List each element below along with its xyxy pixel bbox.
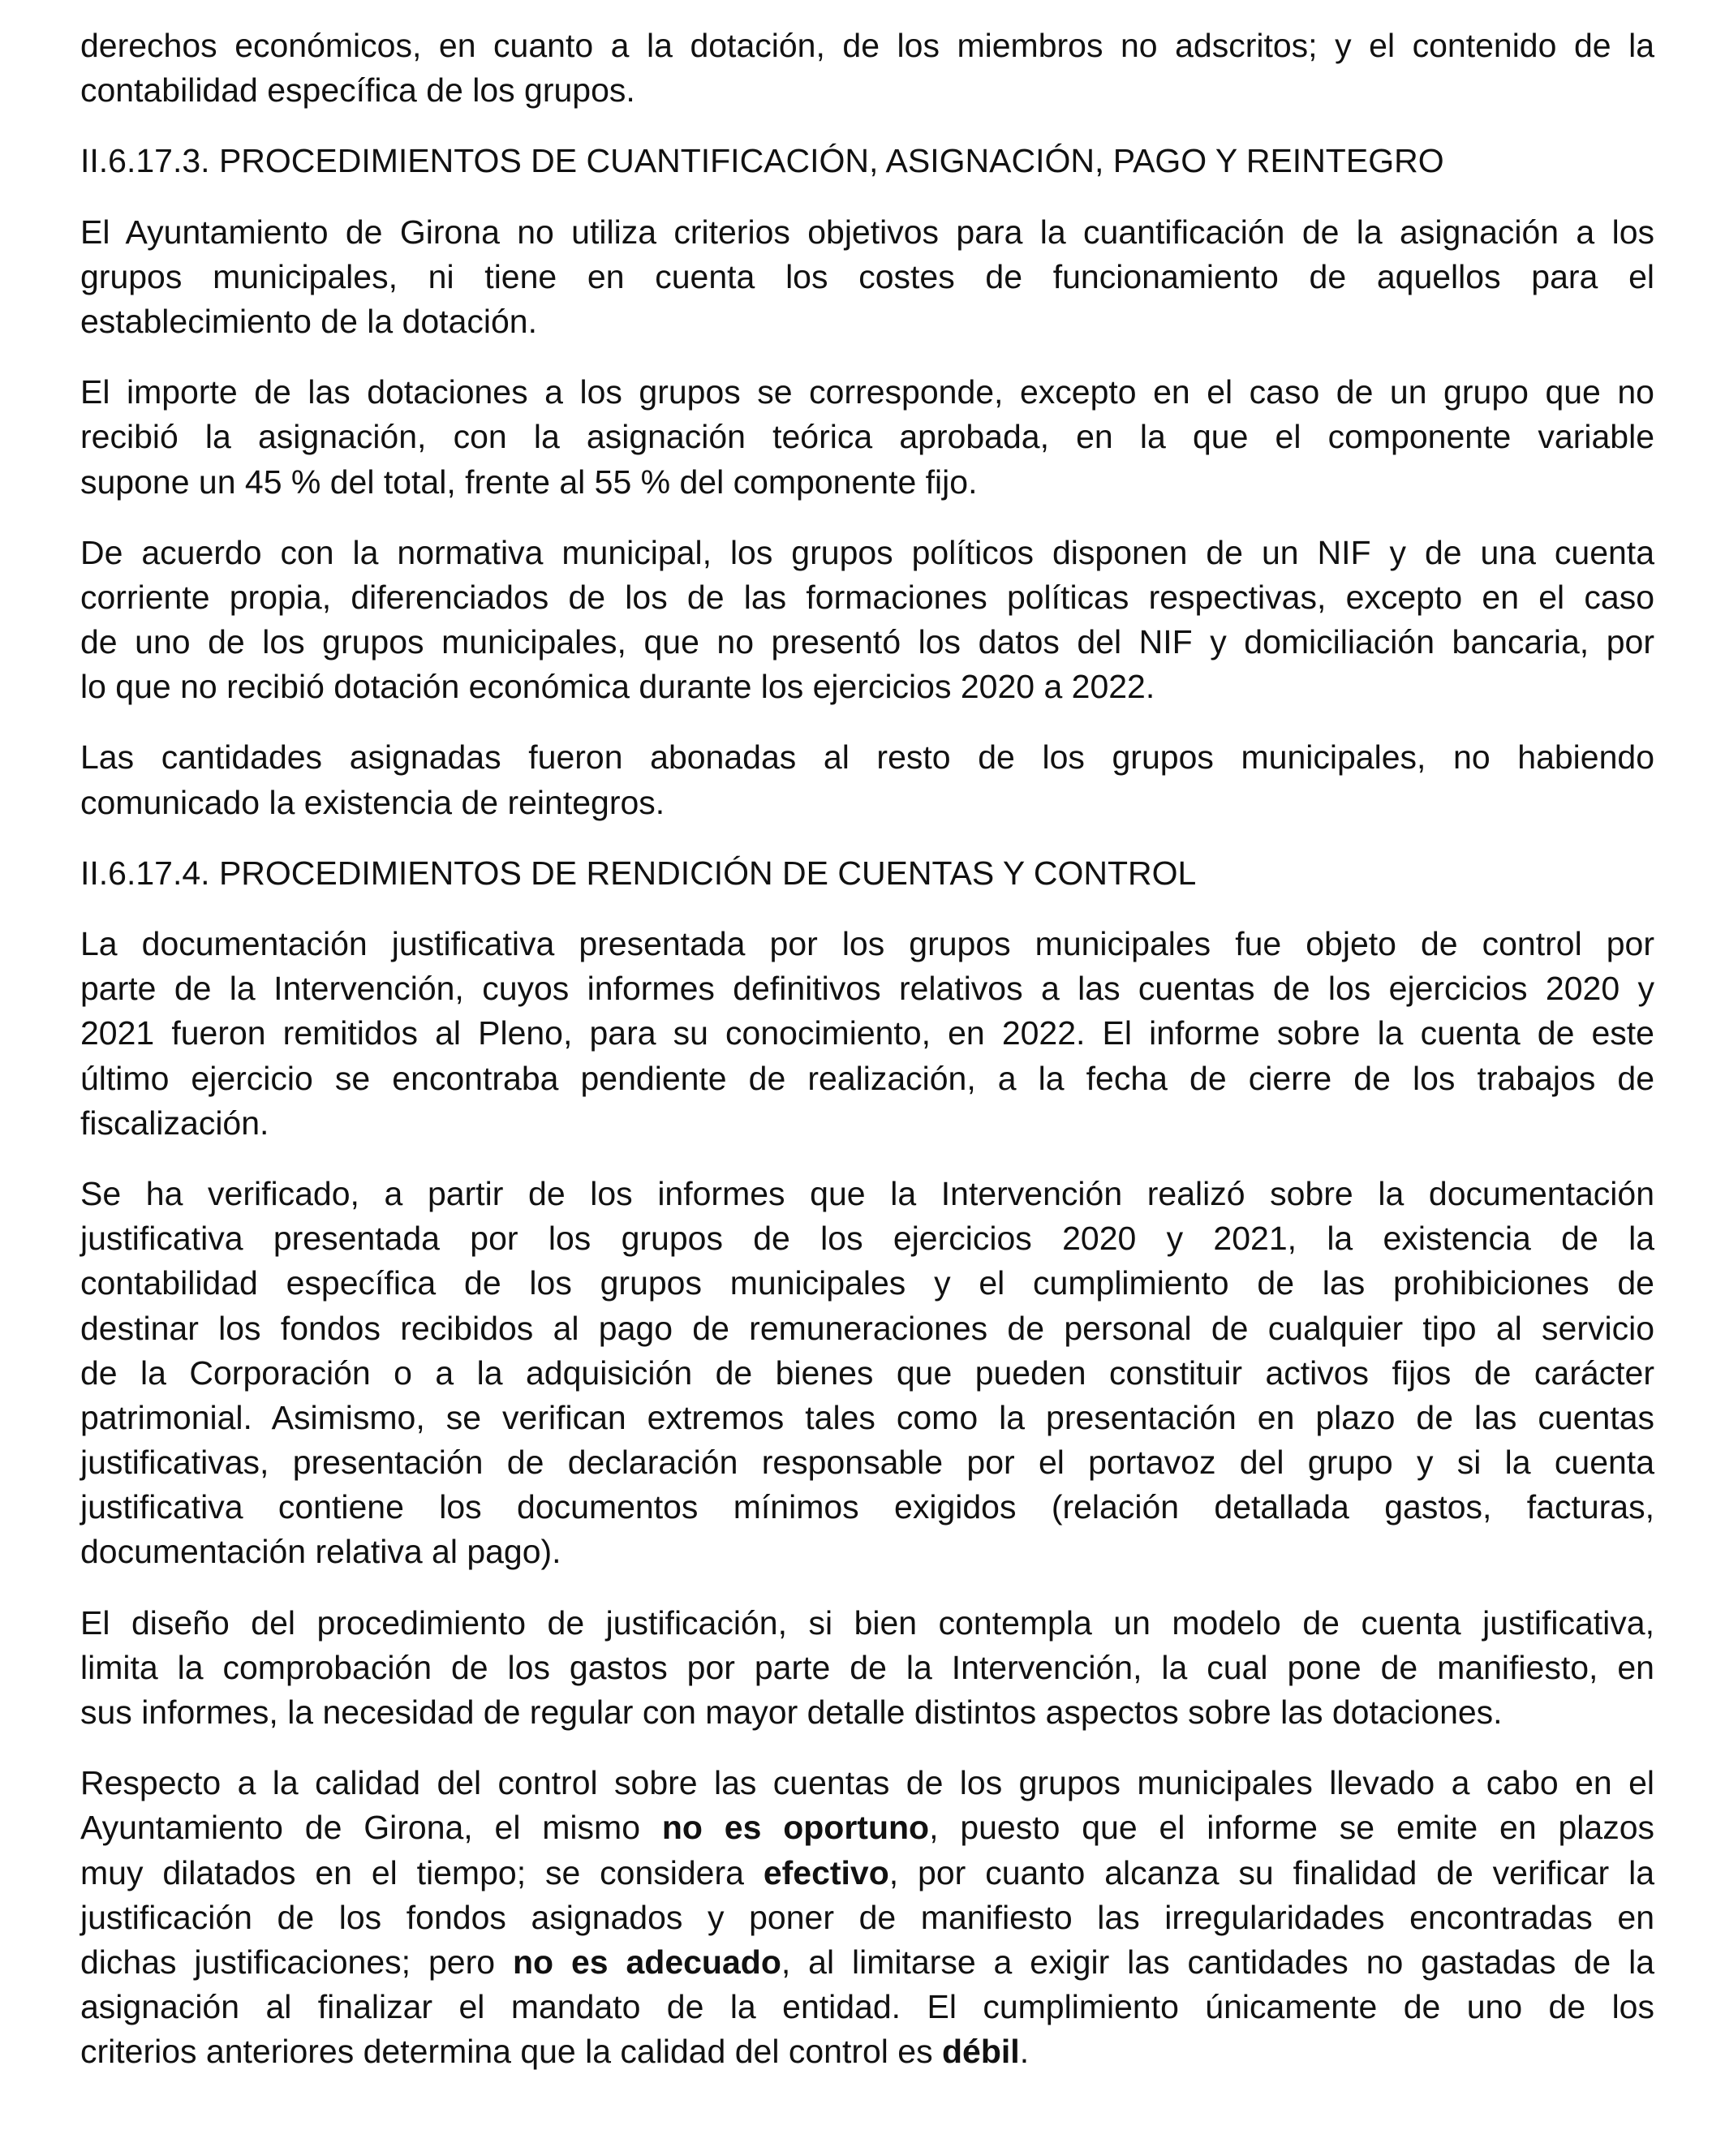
text-line — [80, 922, 1654, 966]
text-line — [80, 1805, 1654, 1850]
text-line — [80, 1216, 1654, 1261]
text-line — [80, 1056, 1654, 1101]
text-line — [80, 1646, 1654, 1690]
text-segment: justificativas, presentación de declaración responsable por el portavoz del grupo y si la cuenta — [80, 1444, 1654, 1482]
bold-text: no es adecuado — [512, 1943, 781, 1981]
text-segment: La documentación justificativa presentada por los grupos municipales fue objeto de control por — [80, 925, 1654, 962]
text-segment: dichas justificaciones; pero — [80, 1943, 513, 1981]
text-line — [80, 1690, 1654, 1735]
text-segment: Ayuntamiento de Girona, el mismo — [80, 1809, 662, 1847]
text-line — [80, 370, 1654, 415]
text-segment: de uno de los grupos municipales, que no presentó los datos del NIF y domiciliación bancaria, por — [80, 623, 1654, 661]
text-line — [80, 1761, 1654, 1805]
text-segment: corriente propia, diferenciados de los de las formaciones políticas respectivas, excepto en el caso — [80, 578, 1654, 616]
text-line — [80, 665, 1654, 709]
text-segment: El Ayuntamiento de Girona no utiliza criterios objetivos para la cuantificación de la asignación a los — [80, 213, 1654, 251]
text-line — [80, 415, 1654, 459]
paragraph — [80, 370, 1654, 505]
text-segment: último ejercicio se encontraba pendiente de realización, a la fecha de cierre de los trabajos de — [80, 1059, 1654, 1097]
text-line — [80, 460, 1654, 505]
text-segment: El diseño del procedimiento de justificación, si bien contempla un modelo de cuenta justificativa, — [80, 1603, 1654, 1642]
text-segment: patrimonial. Asimismo, se verifican extremos tales como la presentación en plazo de las cuentas — [80, 1398, 1654, 1436]
text-segment: contabilidad específica de los grupos. — [80, 71, 635, 110]
paragraph — [80, 922, 1654, 1146]
paragraph — [80, 735, 1654, 824]
text-segment: grupos municipales, ni tiene en cuenta los costes de funcionamiento de aquellos para el — [80, 257, 1654, 295]
text-line — [80, 1896, 1654, 1940]
text-line — [80, 2029, 1654, 2074]
text-line — [80, 210, 1654, 255]
text-line — [80, 1011, 1654, 1056]
text-line — [80, 1530, 1654, 1574]
text-segment: derechos económicos, en cuanto a la dotación, de los miembros no adscritos; y el contenido de la — [80, 27, 1654, 64]
paragraph — [80, 24, 1654, 113]
text-segment: muy dilatados en el tiempo; se considera — [80, 1853, 764, 1891]
text-segment: El importe de las dotaciones a los grupos se corresponde, excepto en el caso de un grupo que no — [80, 373, 1654, 411]
text-line — [80, 68, 1654, 113]
text-line — [80, 1601, 1654, 1646]
text-segment: , por cuanto alcanza su finalidad de verificar la — [888, 1853, 1655, 1891]
text-segment: fiscalización. — [80, 1104, 269, 1142]
document-page — [80, 24, 1654, 2101]
text-segment: justificativa presentada por los grupos de los ejercicios 2020 y 2021, la existencia de la — [80, 1220, 1654, 1258]
text-line — [80, 1306, 1654, 1351]
text-line — [80, 299, 1654, 344]
text-segment: sus informes, la necesidad de regular con mayor detalle distintos aspectos sobre las dotaciones. — [80, 1693, 1503, 1731]
paragraph — [80, 1601, 1654, 1736]
text-segment: Respecto a la calidad del control sobre las cuentas de los grupos municipales llevado a cabo en el — [80, 1764, 1654, 1802]
text-line — [80, 620, 1654, 665]
text-line — [80, 1351, 1654, 1396]
paragraph — [80, 531, 1654, 710]
text-segment: recibió la asignación, con la asignación teórica aprobada, en la que el componente variable — [80, 418, 1654, 456]
text-line — [80, 1101, 1654, 1146]
text-line — [80, 1261, 1654, 1306]
text-segment: criterios anteriores determina que la calidad del control es — [80, 2033, 942, 2071]
text-segment: justificativa contiene los documentos mínimos exigidos (relación detallada gastos, facturas, — [80, 1488, 1654, 1526]
text-line — [80, 24, 1654, 68]
text-segment: comunicado la existencia de reintegros. — [80, 783, 665, 821]
text-line — [80, 255, 1654, 299]
section-heading — [80, 851, 1654, 896]
text-segment: contabilidad específica de los grupos municipales y el cumplimiento de las prohibiciones de — [80, 1264, 1654, 1302]
text-segment: asignación al finalizar el mandato de la entidad. El cumplimiento únicamente de uno de los — [80, 1988, 1654, 2026]
text-line — [80, 781, 1654, 825]
text-line — [80, 1985, 1654, 2029]
text-line — [80, 139, 1654, 183]
text-segment: Se ha verificado, a partir de los informes que la Intervención realizó sobre la documentación — [80, 1174, 1654, 1212]
text-segment: documentación relativa al pago). — [80, 1533, 561, 1571]
bold-text: no es oportuno — [661, 1809, 930, 1847]
text-segment: justificación de los fondos asignados y poner de manifiesto las irregularidades encontradas en — [80, 1898, 1654, 1936]
section-heading — [80, 139, 1654, 183]
text-segment: lo que no recibió dotación económica durante los ejercicios 2020 a 2022. — [80, 668, 1155, 706]
text-segment: limita la comprobación de los gastos por parte de la Intervención, la cual pone de manifiesto, en — [80, 1648, 1654, 1686]
text-segment: parte de la Intervención, cuyos informes definitivos relativos a las cuentas de los ejercicios 2020 y — [80, 970, 1654, 1008]
text-segment: Las cantidades asignadas fueron abonadas al resto de los grupos municipales, no habiendo — [80, 738, 1654, 777]
text-segment: , al limitarse a exigir las cantidades no gastadas de la — [781, 1943, 1654, 1981]
text-line — [80, 1940, 1654, 1985]
text-segment: De acuerdo con la normativa municipal, los grupos políticos disponen de un NIF y de una cuenta — [80, 533, 1654, 571]
bold-text: débil — [942, 2033, 1020, 2071]
text-segment: , puesto que el informe se emite en plazos — [929, 1809, 1654, 1847]
text-segment: supone un 45 % del total, frente al 55 % del componente fijo. — [80, 463, 978, 501]
text-segment: II.6.17.3. PROCEDIMIENTOS DE CUANTIFICACIÓN, ASIGNACIÓN, PAGO Y REINTEGRO — [80, 142, 1444, 180]
paragraph — [80, 1761, 1654, 2074]
text-segment: II.6.17.4. PROCEDIMIENTOS DE RENDICIÓN DE CUENTAS Y CONTROL — [80, 854, 1197, 892]
text-line — [80, 575, 1654, 620]
text-line — [80, 1396, 1654, 1440]
text-line — [80, 851, 1654, 896]
bold-text: efectivo — [763, 1853, 889, 1891]
paragraph — [80, 1172, 1654, 1575]
text-segment: destinar los fondos recibidos al pago de remuneraciones de personal de cualquier tipo al servicio — [80, 1309, 1654, 1347]
text-segment: establecimiento de la dotación. — [80, 302, 537, 340]
text-segment: . — [1019, 2033, 1030, 2071]
text-line — [80, 1440, 1654, 1485]
text-segment: 2021 fueron remitidos al Pleno, para su conocimiento, en 2022. El informe sobre la cuenta de este — [80, 1014, 1654, 1052]
text-line — [80, 735, 1654, 780]
text-line — [80, 531, 1654, 575]
text-line — [80, 966, 1654, 1011]
paragraph — [80, 210, 1654, 345]
text-line — [80, 1851, 1654, 1896]
text-line — [80, 1172, 1654, 1216]
text-line — [80, 1485, 1654, 1530]
text-segment: de la Corporación o a la adquisición de bienes que pueden constituir activos fijos de carácter — [80, 1353, 1654, 1392]
